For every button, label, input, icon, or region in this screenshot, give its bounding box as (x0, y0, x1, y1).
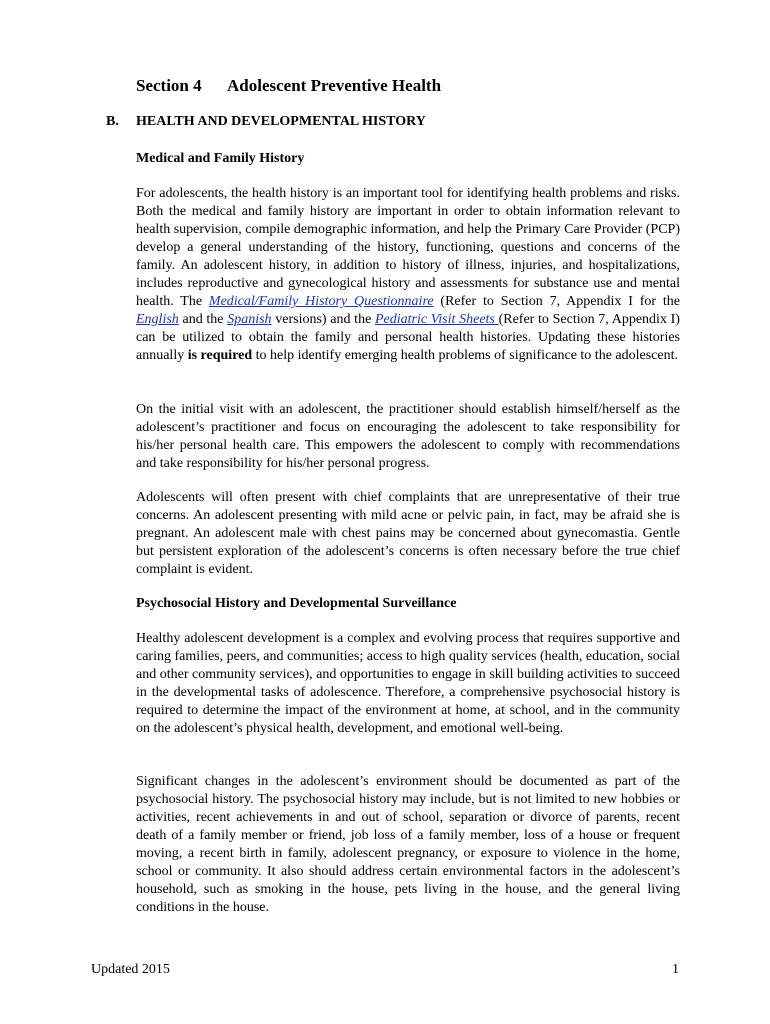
para-text: For adolescents, the health history is an important tool for identifying health problems and risks. Both the medical and family history are important in order to obtain information relevant to health supervision, compile demographic information, and help the Primary Care Provider (PCP) develop a general understanding of the history, functioning, questions and concerns of the family. An adolescent history, in addition to history of illness, injuries, and hospitalizations, includes reproductive and gynecological history and assessments for substance use and mental health. The (136, 186, 680, 309)
page-number: 1 (672, 962, 679, 977)
para-text: (Refer to Section 7, Appendix I) can be utilized to obtain the family and personal health histories. Updating these histories annually (136, 312, 680, 363)
subsection-letter: B. (106, 114, 119, 129)
para-text: versions) and the (271, 312, 375, 327)
para-text: (Refer to Section 7, Appendix I for the (433, 294, 680, 309)
subsection-heading (106, 114, 426, 130)
english-link[interactable]: English (136, 312, 179, 327)
spanish-link[interactable]: Spanish (227, 312, 272, 327)
section-number: Section 4 (136, 76, 202, 95)
footer-updated: Updated 2015 (91, 962, 170, 977)
initial-visit-paragraph: On the initial visit with an adolescent, the practitioner should establish himself/herself as the adolescent’s practitioner and focus on encouraging the adolescent to take responsibility for his/her personal health care. This empowers the adolescent to comply with recommendations and take responsibility for his/her personal progress. (136, 402, 680, 471)
para-text: and the (178, 312, 228, 327)
medical-family-heading: Medical and Family History (136, 151, 305, 166)
pediatric-visit-sheets-link[interactable]: Pediatric Visit Sheets (374, 312, 499, 327)
medical-history-paragraph (136, 185, 680, 365)
subsection-title: HEALTH AND DEVELOPMENTAL HISTORY (136, 114, 426, 129)
psychosocial-heading: Psychosocial History and Developmental Surveillance (136, 596, 457, 611)
chief-complaints-paragraph: Adolescents will often present with chief complaints that are unrepresentative of their true concerns. An adolescent presenting with mild acne or pelvic pain, in fact, may be afraid she is pregnant. An adolescent male with chest pains may be concerned about gynecomastia. Gentle but persistent exploration of the adolescent’s concerns is often necessary before the true chief complaint is evident. (136, 490, 680, 577)
medical-family-questionnaire-link[interactable]: Medical/Family History Questionnaire (208, 294, 434, 309)
section-name: Adolescent Preventive Health (227, 76, 442, 95)
healthy-development-paragraph: Healthy adolescent development is a complex and evolving process that requires supportive and caring families, peers, and communities; access to high quality services (health, education, social and other community services), and opportunities to engage in skill building activities to succeed in the developmental tasks of adolescence. Therefore, a comprehensive psychosocial history is required to determine the impact of the environment at home, at school, and in the community on the adolescent’s physical health, development, and emotional well-being. (136, 631, 680, 736)
emphasis-text: is required (187, 348, 253, 363)
para-text: to help identify emerging health problems of significance to the adolescent. (252, 348, 678, 363)
section-title (136, 76, 441, 96)
environment-changes-paragraph: Significant changes in the adolescent’s environment should be documented as part of the psychosocial history. The psychosocial history may include, but is not limited to new hobbies or activities, recent achievements in and out of school, separation or divorce of parents, recent death of a family member or friend, job loss of a family member, loss of a house or frequent moving, a recent birth in family, adolescent pregnancy, or exposure to violence in the home, school or community. It also should address certain environmental factors in the adolescent’s household, such as smoking in the house, pets living in the house, and the general living conditions in the house. (136, 774, 680, 915)
